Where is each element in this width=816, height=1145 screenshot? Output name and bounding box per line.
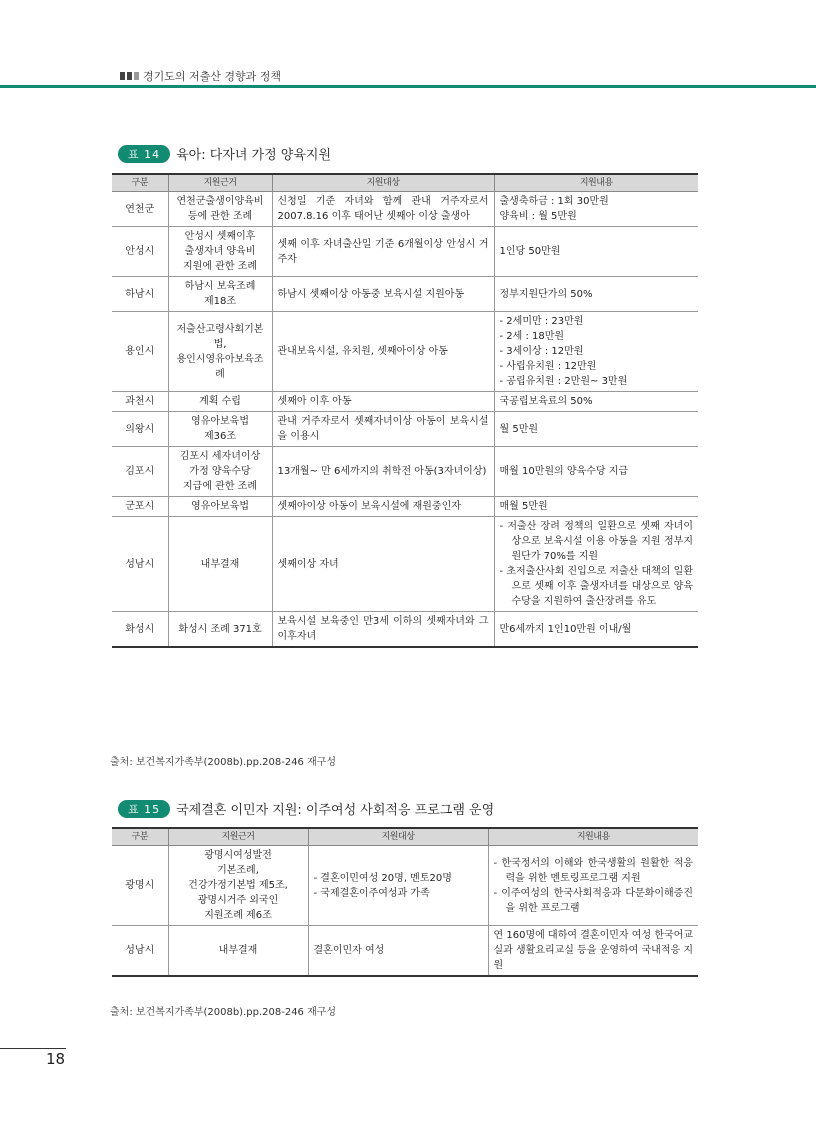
content-cell <box>494 312 698 392</box>
table-row <box>112 497 698 517</box>
header-square-icon <box>134 72 139 80</box>
content-line: 정부지원단가의 50% <box>499 288 593 300</box>
city-cell: 의왕시 <box>112 412 168 447</box>
target-cell: 하남시 셋째이상 아동중 보육시설 지원아동 <box>272 277 494 312</box>
content-cell <box>488 846 698 926</box>
basis-cell <box>168 392 272 412</box>
content-item: - 공립유치원 : 2만원~ 3만원 <box>499 376 628 387</box>
target-cell: 보육시설 보육중인 만3세 이하의 셋째자녀와 그 이후자녀 <box>272 612 494 648</box>
table14-col-header: 구분 <box>112 174 168 192</box>
table-row <box>112 846 698 926</box>
table15-col-header: 지원근거 <box>168 828 308 846</box>
table-row <box>112 192 698 227</box>
content-line: 연 160명에 대하여 결혼이민자 여성 한국어교실과 생활요리교실 등을 운영하여 국내적응 지원 <box>493 930 693 971</box>
content-line: 매월 10만원의 양육수당 지급 <box>499 466 629 477</box>
content-line: 매월 5만원 <box>499 501 548 512</box>
content-cell <box>494 392 698 412</box>
basis-cell <box>168 846 308 926</box>
basis-line: 건강가정기본법 제5조, <box>188 880 288 891</box>
content-text: 저출산 장려 정책의 일환으로 셋째 자녀이상으로 보육시설 이용 아동을 지원 정부지원단가 70%를 지원 <box>507 521 693 562</box>
table15-caption <box>118 799 494 818</box>
page-rule <box>0 1048 66 1049</box>
table14 <box>112 173 698 648</box>
table-row <box>112 412 698 447</box>
table14-col-header: 지원근거 <box>168 174 272 192</box>
basis-line: 내부결재 <box>200 558 240 570</box>
table15-col-header: 지원대상 <box>308 828 488 846</box>
header-rule <box>0 85 816 88</box>
city-cell: 화성시 <box>112 612 168 648</box>
table-row <box>112 392 698 412</box>
target-cell: 신청일 기준 자녀와 함께 관내 거주자로서 2007.8.16 이후 태어난 셋째아 이상 출생아 <box>272 192 494 227</box>
basis-line: 제18조 <box>203 296 237 307</box>
content-text: 공립유치원 : 2만원~ 3만원 <box>506 376 628 387</box>
target-cell: 관내보육시설, 유치원, 셋째아이상 아동 <box>272 312 494 392</box>
basis-line: 영유아보육법 <box>191 501 249 512</box>
table14-badge: 표 14 <box>118 145 170 163</box>
table14-caption <box>118 144 331 163</box>
basis-line: 저출산고령사회기본법, <box>176 323 264 350</box>
table14-col-header: 지원내용 <box>494 174 698 192</box>
basis-line: 김포시 세자녀이상 <box>179 451 261 462</box>
content-item: - 2세미만 : 23만원 <box>499 316 584 327</box>
table-row <box>112 612 698 648</box>
basis-cell <box>168 277 272 312</box>
page-number: 18 <box>46 1050 66 1068</box>
table-row <box>112 312 698 392</box>
content-text: 사립유치원 : 12만원 <box>506 361 597 372</box>
content-cell <box>494 517 698 612</box>
basis-line: 용인시영유아보육조례 <box>176 353 264 380</box>
header-square-icon <box>127 72 132 80</box>
basis-line: 내부결재 <box>218 945 258 956</box>
content-line: 만6세까지 1인10만원 이내/월 <box>499 623 632 635</box>
basis-cell <box>168 312 272 392</box>
table15-badge: 표 15 <box>118 800 170 818</box>
content-list <box>494 856 694 916</box>
basis-cell <box>168 612 272 648</box>
content-text: 초저출산사회 진입으로 저출산 대책의 일환으로 셋째 이후 출생자녀를 대상으로 양육수당을 지원하여 출산장려를 유도 <box>506 566 693 607</box>
content-list <box>500 314 694 389</box>
table15-col-header: 구분 <box>112 828 168 846</box>
basis-line: 연천군출생이양육비 <box>176 196 264 207</box>
city-cell: 광명시 <box>112 846 168 926</box>
table14-header-row <box>112 174 698 192</box>
content-item: - 2세 : 18만원 <box>499 331 565 342</box>
basis-cell <box>168 227 272 277</box>
basis-line: 광명시거주 외국인 <box>197 895 279 906</box>
basis-cell <box>168 192 272 227</box>
target-cell <box>308 846 488 926</box>
basis-cell <box>168 517 272 612</box>
content-line: 양육비 : 월 5만원 <box>499 211 577 222</box>
target-cell: 셋째아 이후 아동 <box>272 392 494 412</box>
city-cell: 연천군 <box>112 192 168 227</box>
basis-line: 지급에 관한 조례 <box>183 481 257 492</box>
content-list <box>500 519 694 609</box>
basis-line: 기본조례, <box>217 865 259 876</box>
basis-line: 화성시 조례 371호 <box>178 623 262 635</box>
table-row <box>112 517 698 612</box>
basis-line: 제36조 <box>203 431 237 442</box>
target-text: 결혼이민여성 20명, 멘토20명 <box>320 872 452 884</box>
target-item: - 결혼이민여성 20명, 멘토20명 <box>313 872 452 884</box>
basis-line: 안성시 셋째이후 <box>184 231 256 242</box>
basis-line: 등에 관한 조례 <box>187 211 253 222</box>
table14-title: 육아: 다자녀 가정 양육지원 <box>176 148 332 163</box>
basis-cell <box>168 926 308 977</box>
content-item: - 이주여성의 한국사회적응과 다문화이해증진을 위한 프로그램 <box>493 887 693 914</box>
target-cell: 셋째아이상 아동이 보육시설에 재원중인자 <box>272 497 494 517</box>
content-cell <box>494 412 698 447</box>
content-text: 2세 : 18만원 <box>506 331 565 342</box>
content-cell <box>494 612 698 648</box>
content-item: - 저출산 장려 정책의 일환으로 셋째 자녀이상으로 보육시설 이용 아동을 지원 정부지원단가 70%를 지원 <box>499 521 693 562</box>
header-title: 경기도의 저출산 경향과 정책 <box>143 70 282 83</box>
target-cell: 셋째 이후 자녀출산일 기준 6개월이상 안성시 거주자 <box>272 227 494 277</box>
basis-line: 광명시여성발전 <box>204 850 272 861</box>
table14-col-header: 지원대상 <box>272 174 494 192</box>
basis-cell <box>168 412 272 447</box>
header-square-icon <box>120 72 125 80</box>
basis-cell <box>168 497 272 517</box>
content-line: 1인당 50만원 <box>499 246 561 257</box>
basis-line: 하남시 보육조례 <box>184 281 256 292</box>
table-row <box>112 447 698 497</box>
content-cell <box>494 497 698 517</box>
basis-line: 지원조례 제6조 <box>204 910 272 921</box>
content-text: 이주여성의 한국사회적응과 다문화이해증진을 위한 프로그램 <box>501 887 693 914</box>
city-cell: 군포시 <box>112 497 168 517</box>
basis-line: 지원에 관한 조례 <box>183 261 257 272</box>
city-cell: 안성시 <box>112 227 168 277</box>
content-cell <box>494 192 698 227</box>
basis-cell <box>168 447 272 497</box>
table-row <box>112 277 698 312</box>
target-text: 국제결혼이주여성과 가족 <box>320 887 430 899</box>
table-row <box>112 926 698 977</box>
table15-header-row <box>112 828 698 846</box>
city-cell: 하남시 <box>112 277 168 312</box>
table15-source: 출처: 보건복지가족부(2008b).pp.208-246 재구성 <box>110 1007 337 1018</box>
content-cell <box>494 447 698 497</box>
basis-line: 가정 양육수당 <box>189 466 251 477</box>
city-cell: 성남시 <box>112 517 168 612</box>
content-text: 2세미만 : 23만원 <box>506 316 584 327</box>
content-line: 국공립보육료의 50% <box>499 396 593 407</box>
content-cell <box>494 227 698 277</box>
table15-title: 국제결혼 이민자 지원: 이주여성 사회적응 프로그램 운영 <box>176 803 495 818</box>
table14-source: 출처: 보건복지가족부(2008b).pp.208-246 재구성 <box>110 757 337 768</box>
content-text: 3세이상 : 12만원 <box>506 346 584 357</box>
table-row <box>112 227 698 277</box>
city-cell: 과천시 <box>112 392 168 412</box>
city-cell: 김포시 <box>112 447 168 497</box>
content-line: 월 5만원 <box>499 423 539 435</box>
target-list <box>314 871 483 901</box>
content-item: - 초저출산사회 진입으로 저출산 대책의 일환으로 셋째 이후 출생자녀를 대상으로 양육수당을 지원하여 출산장려를 유도 <box>499 566 693 607</box>
target-cell: 결혼이민자 여성 <box>308 926 488 977</box>
content-line: 출생축하금 : 1회 30만원 <box>499 196 609 207</box>
content-cell <box>494 277 698 312</box>
running-header <box>120 68 281 84</box>
table15 <box>112 827 698 977</box>
content-item: - 3세이상 : 12만원 <box>499 346 584 357</box>
target-cell: 셋째이상 자녀 <box>272 517 494 612</box>
target-cell: 관내 거주자로서 셋째자녀이상 아동이 보육시설을 이용시 <box>272 412 494 447</box>
city-cell: 성남시 <box>112 926 168 977</box>
basis-line: 계획 수립 <box>199 396 241 407</box>
target-cell: 13개월~ 만 6세까지의 취학전 아동(3자녀이상) <box>272 447 494 497</box>
content-text: 한국정서의 이해와 한국생활의 원활한 적응력을 위한 멘토링프로그램 지원 <box>501 857 693 884</box>
content-item: - 사립유치원 : 12만원 <box>499 361 597 372</box>
content-item: - 한국정서의 이해와 한국생활의 원활한 적응력을 위한 멘토링프로그램 지원 <box>493 857 693 884</box>
city-cell: 용인시 <box>112 312 168 392</box>
table15-col-header: 지원내용 <box>488 828 698 846</box>
target-item: - 국제결혼이주여성과 가족 <box>313 887 430 899</box>
basis-line: 출생자녀 양육비 <box>184 246 256 257</box>
content-cell <box>488 926 698 977</box>
basis-line: 영유아보육법 <box>191 416 249 427</box>
